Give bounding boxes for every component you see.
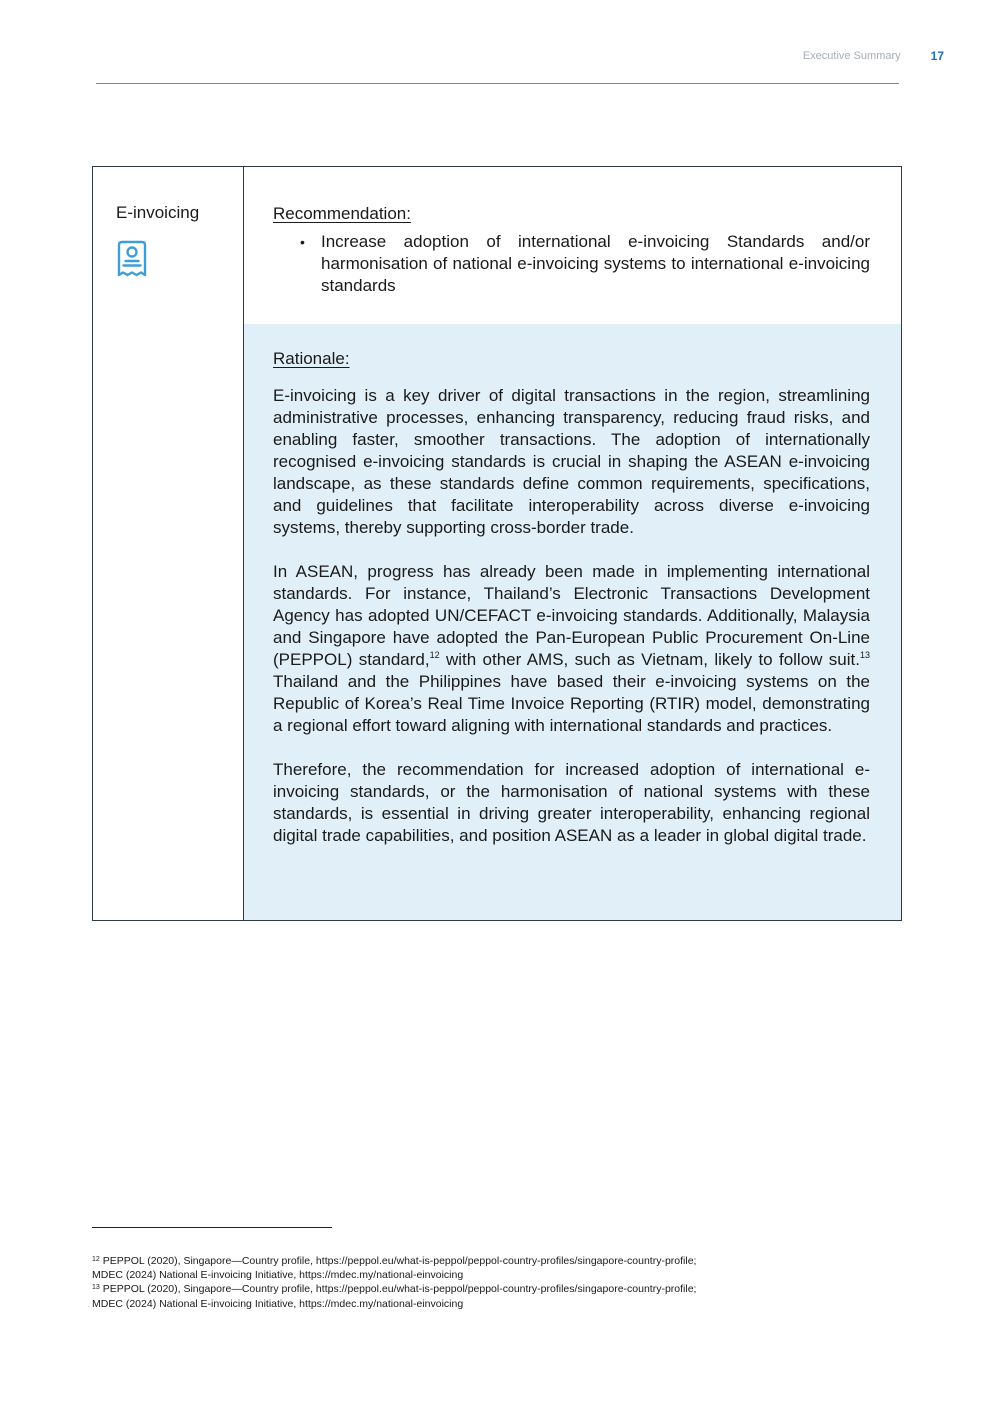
footnote-number: 13 (92, 1284, 100, 1292)
footnote-line-1: PEPPOL (2020), Singapore—Country profile, https://peppol.eu/what-is-peppol/peppol-country-profiles/singapore-country-profile; (99, 1283, 697, 1296)
rationale-paragraph-3: Therefore, the recommendation for increased adoption of international e-invoicing standards, or the harmonisation of national systems with these standards, is essential in driving greater interoperability, enhancing regional digital trade capabilities, and position ASEAN as a leader in global digital trade. (273, 760, 870, 845)
recommendation-heading: Recommendation: (273, 204, 411, 223)
recommendation-item (273, 231, 870, 297)
rationale-section (244, 324, 901, 920)
footnotes (92, 1254, 892, 1311)
footnote-13 (92, 1282, 892, 1296)
footnote-line-1: PEPPOL (2020), Singapore—Country profile, https://peppol.eu/what-is-peppol/peppol-country-profiles/singapore-country-profile; (99, 1255, 697, 1267)
bullet-icon: • (300, 234, 305, 250)
footnote-number: 12 (92, 1256, 100, 1263)
recommendation-text: Increase adoption of international e-invoicing Standards and/or harmonisation of national e-invoicing systems to international e-invoicing standards (321, 232, 870, 295)
recommendation-section (244, 167, 901, 324)
rationale-heading: Rationale: (273, 349, 350, 368)
footnote-ref-12[interactable]: 12 (429, 650, 440, 660)
recommendation-list (273, 231, 870, 297)
footnote-rule (92, 1227, 332, 1228)
paragraph-2-text-b: with other AMS, such as Vietnam, likely to follow suit. (439, 650, 860, 669)
running-title: Executive Summary (802, 50, 901, 62)
running-header (803, 48, 944, 64)
paragraph-2-text-a: In ASEAN, progress has already been made in implementing international standards. For instance, Thailand’s Electronic Transactions Development Agency has adopted UN/CEFACT e-invoicing standards. Additionally, Malaysia and Singapore have adopted the Pan-European Public Procurement On-Line (PEPPOL) standard, (273, 562, 870, 669)
header-rule (96, 83, 899, 84)
topic-label: E-invoicing (116, 203, 200, 222)
footnote-13-continued: MDEC (2024) National E-invoicing Initiative, https://mdec.my/national-einvoicing (92, 1297, 464, 1310)
invoice-document-icon (115, 239, 149, 279)
rationale-paragraph-2 (273, 561, 870, 737)
topic-column (93, 167, 244, 920)
page-number: 17 (930, 49, 944, 63)
rationale-paragraph-1: E-invoicing is a key driver of digital transactions in the region, streamlining administrative processes, enhancing transparency, reducing fraud risks, and enabling faster, smoother transactions. The adoption of internationally recognised e-invoicing standards is crucial in shaping the ASEAN e-invoicing landscape, as these standards define common requirements, specifications, and guidelines that facilitate interoperability across diverse e-invoicing systems, thereby supporting cross-border trade. (273, 386, 870, 537)
recommendation-table (92, 166, 902, 921)
footnote-ref-13[interactable]: 13 (859, 650, 870, 660)
content-column (244, 167, 901, 920)
paragraph-2-text-c: Thailand and the Philippines have based their e-invoicing systems on the Republic of Korea’s Real Time Invoice Reporting (RTIR) model, demonstrating a regional effort toward aligning with international standards and practices. (273, 672, 870, 735)
footnote-12 (92, 1254, 892, 1268)
footnote-12-continued: MDEC (2024) National E-invoicing Initiative, https://mdec.my/national-einvoicing (92, 1269, 464, 1282)
